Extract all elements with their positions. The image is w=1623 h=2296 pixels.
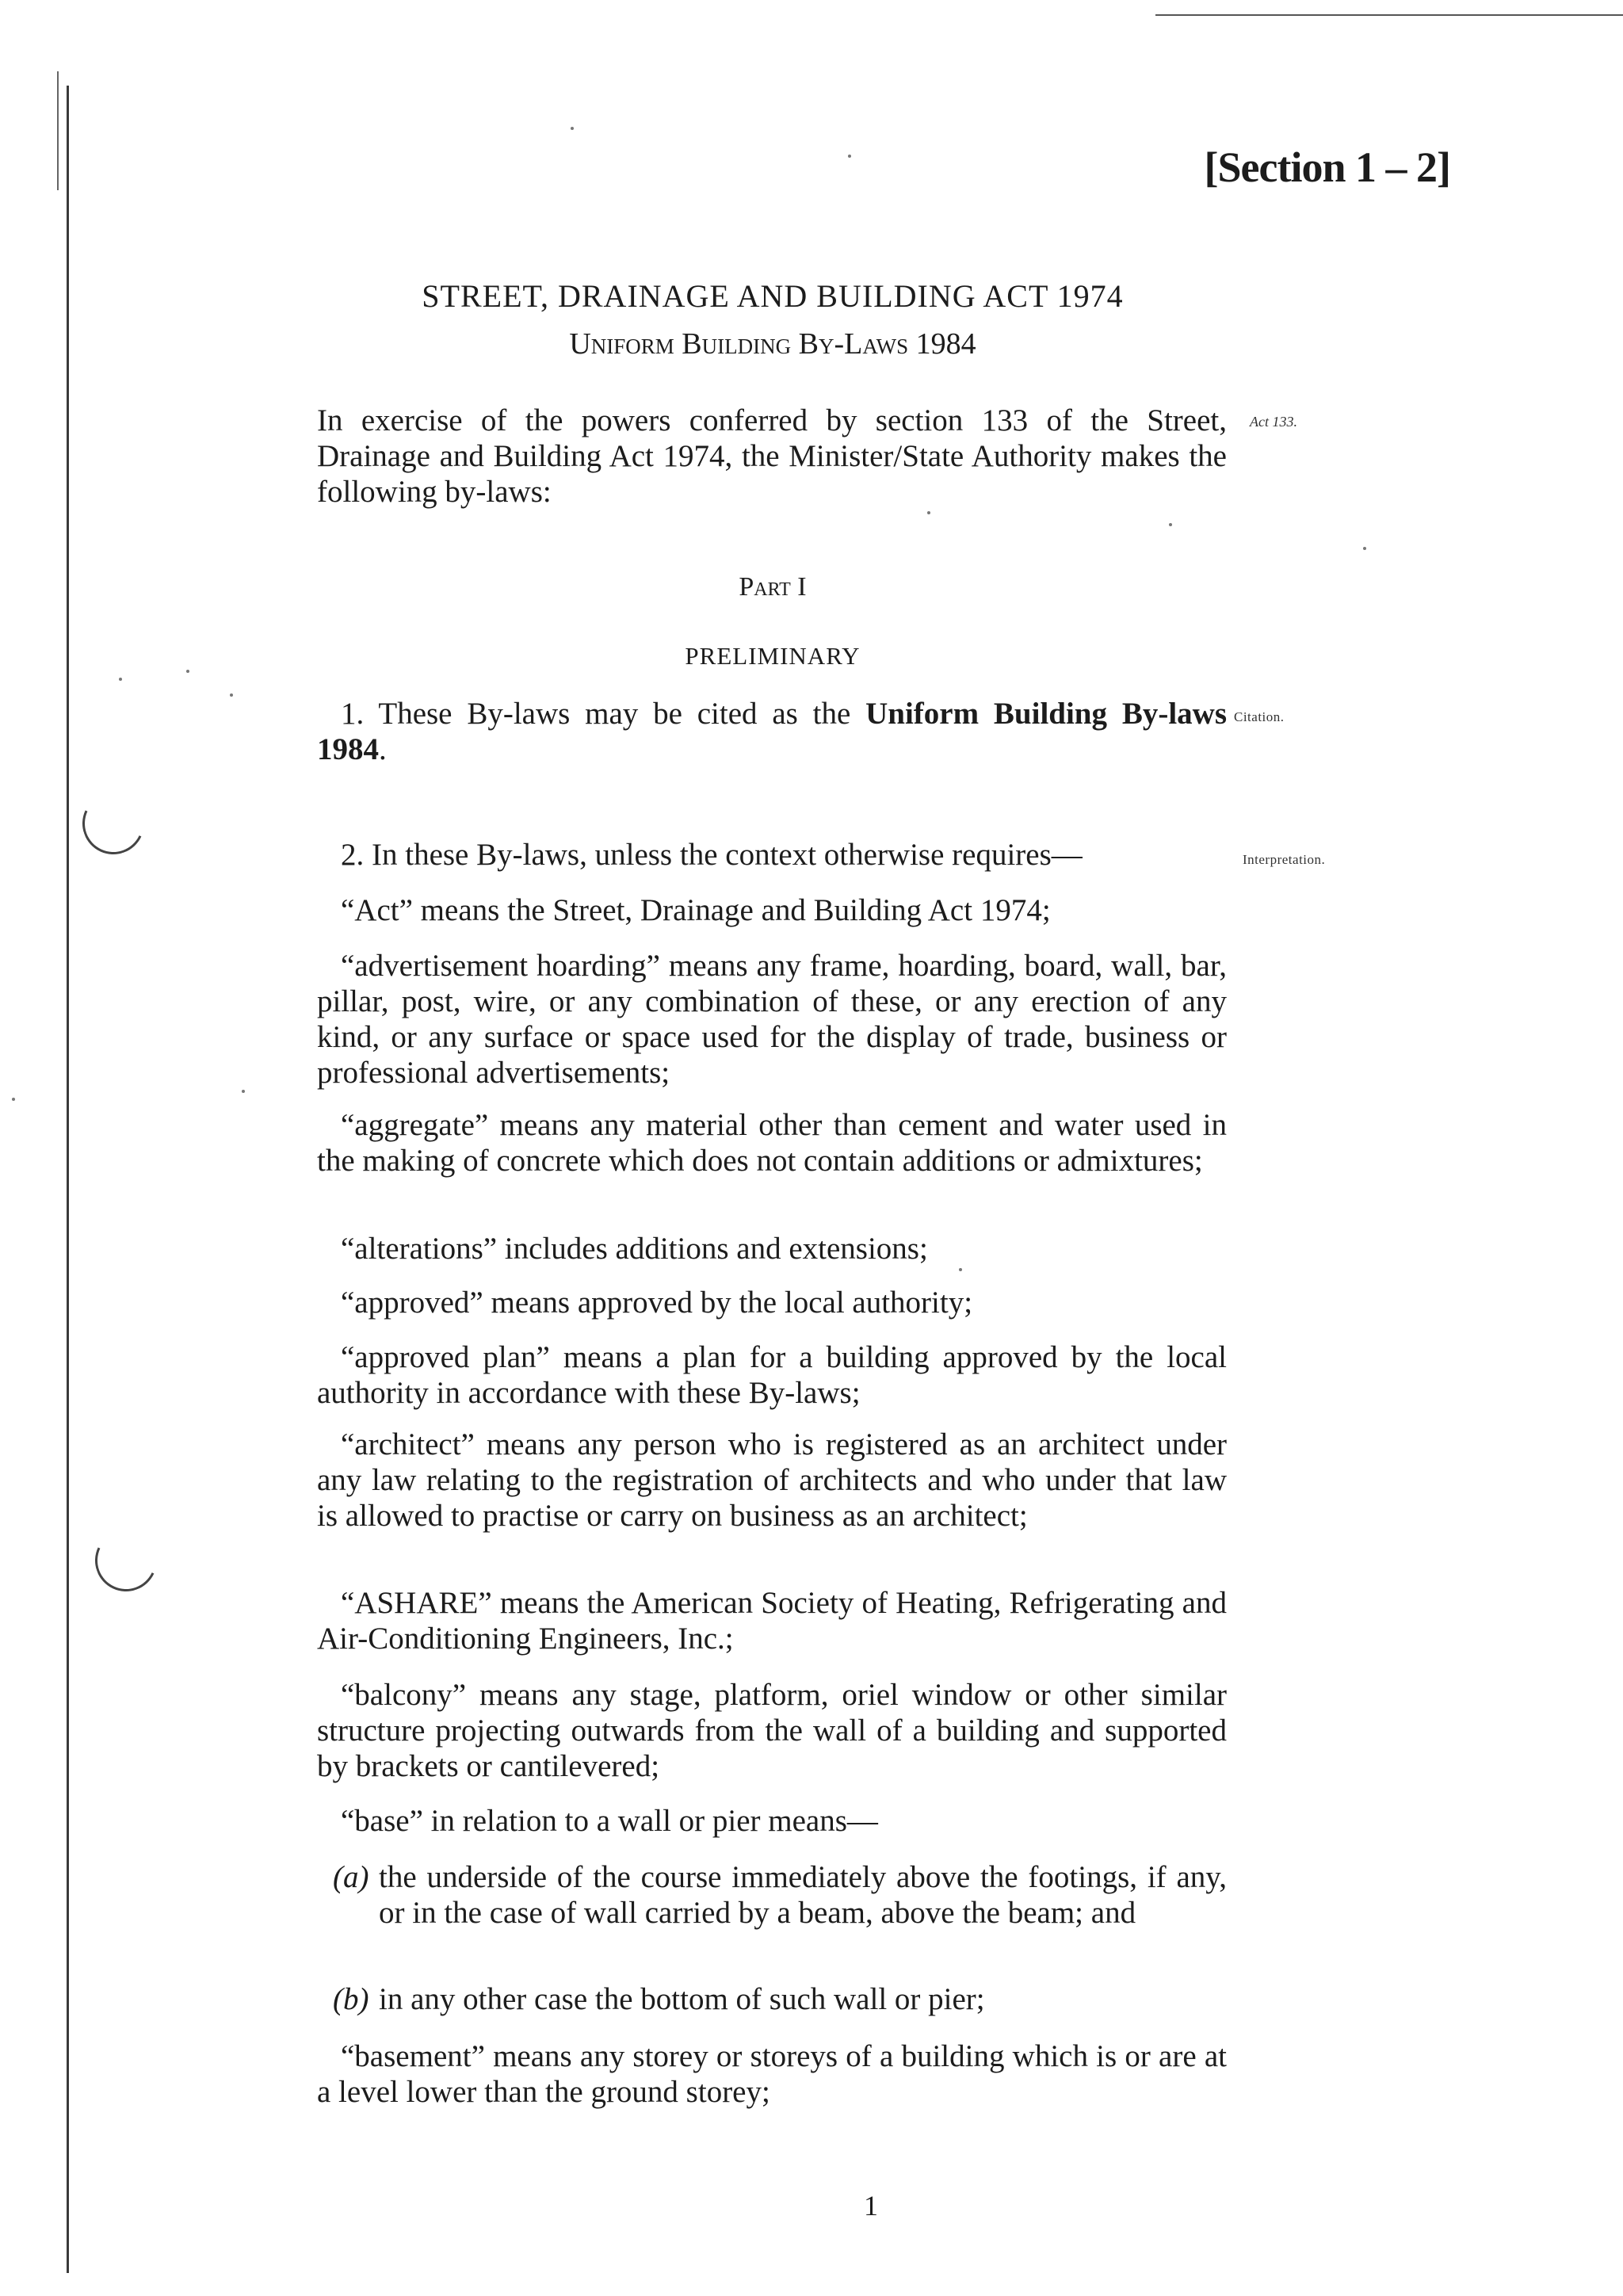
- page-number: 1: [864, 2190, 878, 2222]
- clause-2: [317, 837, 1227, 873]
- punch-hole-icon: [86, 1521, 166, 1600]
- bylaws-title: Uniform Building By-Laws 1984: [569, 327, 976, 361]
- scan-speck: [12, 1098, 15, 1101]
- scan-speck: [242, 1090, 245, 1093]
- section-header: [Section 1 – 2]: [1204, 143, 1450, 191]
- scan-left-edge-mark: [57, 71, 59, 190]
- base-subitem-a-text: the underside of the course immediately above the footings, if any, or in the case of wall carried by a beam, above the beam; and: [379, 1860, 1227, 1930]
- clause-1-text: These By-laws may be cited as the: [378, 697, 866, 731]
- scan-speck: [848, 155, 851, 158]
- punch-hole-icon: [74, 784, 153, 863]
- part-heading: Part I: [739, 572, 807, 602]
- clause-2-number: 2.: [341, 838, 365, 872]
- scan-speck: [1169, 523, 1172, 526]
- definition-act: “Act” means the Street, Drainage and Building Act 1974;: [341, 893, 1051, 927]
- definition-alterations: “alterations” includes additions and extensions;: [341, 1232, 928, 1266]
- margin-note-citation: Citation.: [1234, 709, 1285, 724]
- base-subitem-b-text: in any other case the bottom of such wall or pier;: [379, 1982, 985, 2016]
- definition-architect: “architect” means any person who is registered as an architect under any law relating to the registration of architects and who under that law is allowed to practise or carry on business as an architect;: [317, 1427, 1227, 1533]
- scan-top-rule: [1155, 14, 1623, 16]
- act-title: STREET, DRAINAGE AND BUILDING ACT 1974: [422, 278, 1124, 314]
- definition-approved: “approved” means approved by the local authority;: [341, 1286, 973, 1320]
- clause-1: [317, 696, 1227, 767]
- clause-1-bylaw-name: Uniform Building By-laws 1984: [317, 697, 1227, 766]
- scan-speck: [959, 1268, 962, 1271]
- definition-balcony: “balcony” means any stage, platform, oriel window or other similar structure projecting outwards from the wall of a building and supported by brackets or cantilevered;: [317, 1678, 1227, 1783]
- definition-approved-plan: “approved plan” means a plan for a building approved by the local authority in accordance with these By-laws;: [317, 1340, 1227, 1410]
- scan-speck: [230, 693, 233, 697]
- definition-advertisement-hoarding: “advertisement hoarding” means any frame, hoarding, board, wall, bar, pillar, post, wire, or any combination of these, or any erection of any kind, or any surface or space used for the display of trade, business or professional advertisements;: [317, 949, 1227, 1090]
- definition-ashare: “ASHARE” means the American Society of Heating, Refrigerating and Air-Conditioning Engineers, Inc.;: [317, 1586, 1227, 1656]
- clause-1-end: .: [379, 732, 387, 766]
- clause-2-text: In these By-laws, unless the context otherwise requires—: [372, 838, 1083, 872]
- scan-speck: [1363, 547, 1366, 550]
- base-subitem-b: [333, 1981, 1227, 2017]
- scan-speck: [927, 511, 930, 514]
- scan-left-edge: [67, 86, 69, 2273]
- margin-note-act: Act 133.: [1250, 414, 1297, 430]
- part-subheading: PRELIMINARY: [685, 642, 861, 670]
- base-subitem-b-label: (b): [333, 1982, 369, 2016]
- base-subitem-a-label: (a): [333, 1860, 369, 1894]
- margin-note-interpretation: Interpretation.: [1243, 852, 1326, 867]
- scan-speck: [119, 678, 122, 681]
- scan-speck: [571, 127, 574, 130]
- definition-aggregate: “aggregate” means any material other than cement and water used in the making of concrete which does not contain additions or admixtures;: [317, 1108, 1227, 1178]
- definition-base: “base” in relation to a wall or pier means—: [341, 1804, 878, 1838]
- scan-speck: [186, 670, 189, 673]
- clause-1-number: 1.: [341, 697, 365, 731]
- base-subitem-a: [333, 1859, 1227, 1931]
- enacting-text: In exercise of the powers conferred by section 133 of the Street, Drainage and Building Act 1974, the Minister/State Authority makes the following by-laws:: [317, 403, 1227, 509]
- definition-basement: “basement” means any storey or storeys of a building which is or are at a level lower than the ground storey;: [317, 2039, 1227, 2109]
